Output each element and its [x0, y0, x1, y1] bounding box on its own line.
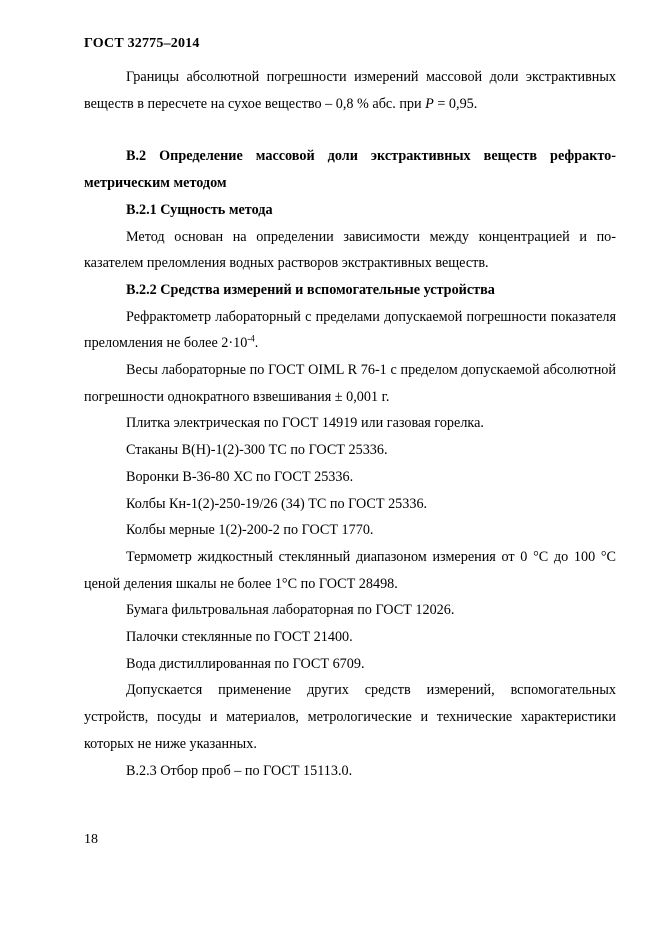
paragraph-text-end: = 0,95.	[433, 95, 478, 112]
paragraph-refractometer	[84, 304, 616, 357]
paragraph-filter-paper: Бумага фильтровальная лабораторная по ГОСТ 12026.	[126, 602, 455, 619]
variable-p: P	[425, 95, 434, 112]
paragraph-scales: Весы лабораторные по ГОСТ OIML R 76-1 с пределом допускаемой абсолютной погрешности однократного взвешивания ± 0,001 г.	[84, 362, 616, 405]
paragraph-distilled-water: Вода дистиллированная по ГОСТ 6709.	[126, 655, 365, 672]
paragraph-volumetric-flasks: Колбы мерные 1(2)-200-2 по ГОСТ 1770.	[126, 522, 374, 539]
section-heading-b22: В.2.2 Средства измерений и вспомогательные устройства	[126, 281, 495, 298]
exponent: -4	[247, 333, 255, 344]
section-heading-b21: В.2.1 Сущность метода	[126, 201, 273, 218]
paragraph-plate: Плитка электрическая по ГОСТ 14919 или газовая горелка.	[126, 415, 484, 432]
paragraph-flasks: Колбы Кн-1(2)-250-19/26 (34) ТС по ГОСТ 25336.	[126, 495, 428, 512]
paragraph-text-end: .	[254, 335, 259, 352]
paragraph-method: Метод основан на определении зависимости между концентрацией и показателем преломления водных растворов экстрактивных веществ.	[84, 228, 616, 272]
document-body	[84, 64, 616, 784]
document-header: ГОСТ 32775–2014	[84, 36, 200, 51]
spacer	[84, 117, 616, 143]
paragraph-allowed: Допускается применение других средств измерений, вспомогательных устройств, посуды и материалов, метрологические и технические характеристики которых не ниже указанных.	[84, 682, 616, 752]
paragraph-text: Границы абсолютной погрешности измерений массовой доли экстрактивных веществ в пересчете на сухое вещество – 0,8 % абс. при	[84, 69, 616, 112]
paragraph-glass-sticks: Палочки стеклянные по ГОСТ 21400.	[126, 629, 353, 646]
paragraph-thermometer: Термометр жидкостный стеклянный диапазоном измерения от 0 °С до 100 °С ценой деления шкалы не более 1°С по ГОСТ 28498.	[84, 548, 616, 592]
section-heading-b2: В.2 Определение массовой доли экстрактивных веществ рефрактометрическим методом	[84, 148, 616, 192]
page-number: 18	[84, 832, 98, 847]
paragraph-sampling: В.2.3 Отбор проб – по ГОСТ 15113.0.	[126, 762, 353, 779]
paragraph-error-limits	[84, 64, 616, 117]
paragraph-glasses: Стаканы В(Н)-1(2)-300 ТС по ГОСТ 25336.	[126, 442, 388, 459]
paragraph-funnels: Воронки В-36-80 ХС по ГОСТ 25336.	[126, 468, 354, 485]
paragraph-text: Рефрактометр лабораторный с пределами допускаемой погрешности показателя преломления не более 2·10	[84, 308, 616, 352]
